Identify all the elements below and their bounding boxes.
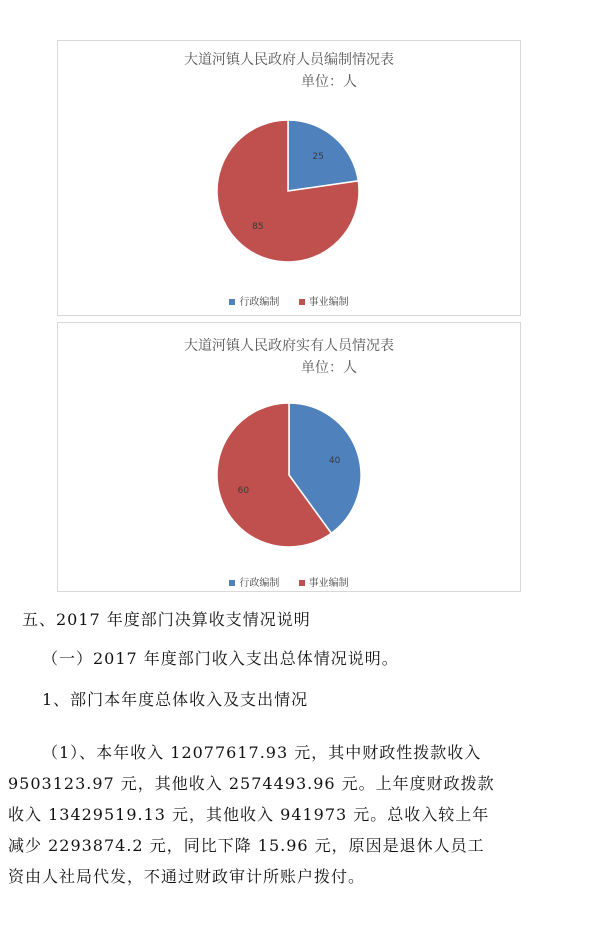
legend-label: 事业编制 <box>308 578 349 589</box>
body-line: 资由人社局代发，不通过财政审计所账户拨付。 <box>8 867 366 886</box>
body-paragraph <box>8 737 580 892</box>
legend-item-admin <box>229 574 279 589</box>
chart-legend <box>58 293 520 308</box>
pie-chart-svg <box>58 323 520 591</box>
legend-swatch-icon <box>299 299 305 305</box>
pie-data-label: 85 <box>252 221 264 232</box>
chart-title: 大道河镇人民政府人员编制情况表 <box>184 52 394 68</box>
legend-label: 事业编制 <box>308 297 349 308</box>
section-heading: 五、2017 年度部门决算收支情况说明 <box>22 610 311 629</box>
body-line: 减少 2293874.2 元，同比下降 15.96 元，原因是退休人员工 <box>8 836 485 855</box>
chart-unit: 单位：人 <box>301 360 357 376</box>
legend-item-institution <box>299 574 349 589</box>
actual-staff-chart <box>57 322 521 592</box>
legend-item-admin <box>229 293 279 308</box>
legend-swatch-icon <box>229 580 235 586</box>
staffing-chart <box>57 40 521 316</box>
pie-data-label: 40 <box>328 456 341 467</box>
pie-data-label: 25 <box>312 152 324 163</box>
chart-title: 大道河镇人民政府实有人员情况表 <box>184 338 394 354</box>
body-line: 9503123.97 元，其他收入 2574493.96 元。上年度财政拨款 <box>8 774 495 793</box>
chart-unit: 单位：人 <box>301 74 357 90</box>
legend-label: 行政编制 <box>239 297 280 308</box>
item-heading: 1、部门本年度总体收入及支出情况 <box>42 690 309 709</box>
sub-heading: （一）2017 年度部门收入支出总体情况说明。 <box>42 649 399 668</box>
legend-swatch-icon <box>229 299 235 305</box>
pie-chart-svg <box>58 41 520 315</box>
legend-label: 行政编制 <box>239 578 280 589</box>
chart-legend <box>58 574 520 589</box>
pie-data-label: 60 <box>237 485 250 496</box>
body-line: 收入 13429519.13 元，其他收入 941973 元。总收入较上年 <box>8 805 490 824</box>
legend-item-institution <box>299 293 349 308</box>
legend-swatch-icon <box>299 580 305 586</box>
body-line: （1）、本年收入 12077617.93 元，其中财政性拨款收入 <box>42 743 482 762</box>
